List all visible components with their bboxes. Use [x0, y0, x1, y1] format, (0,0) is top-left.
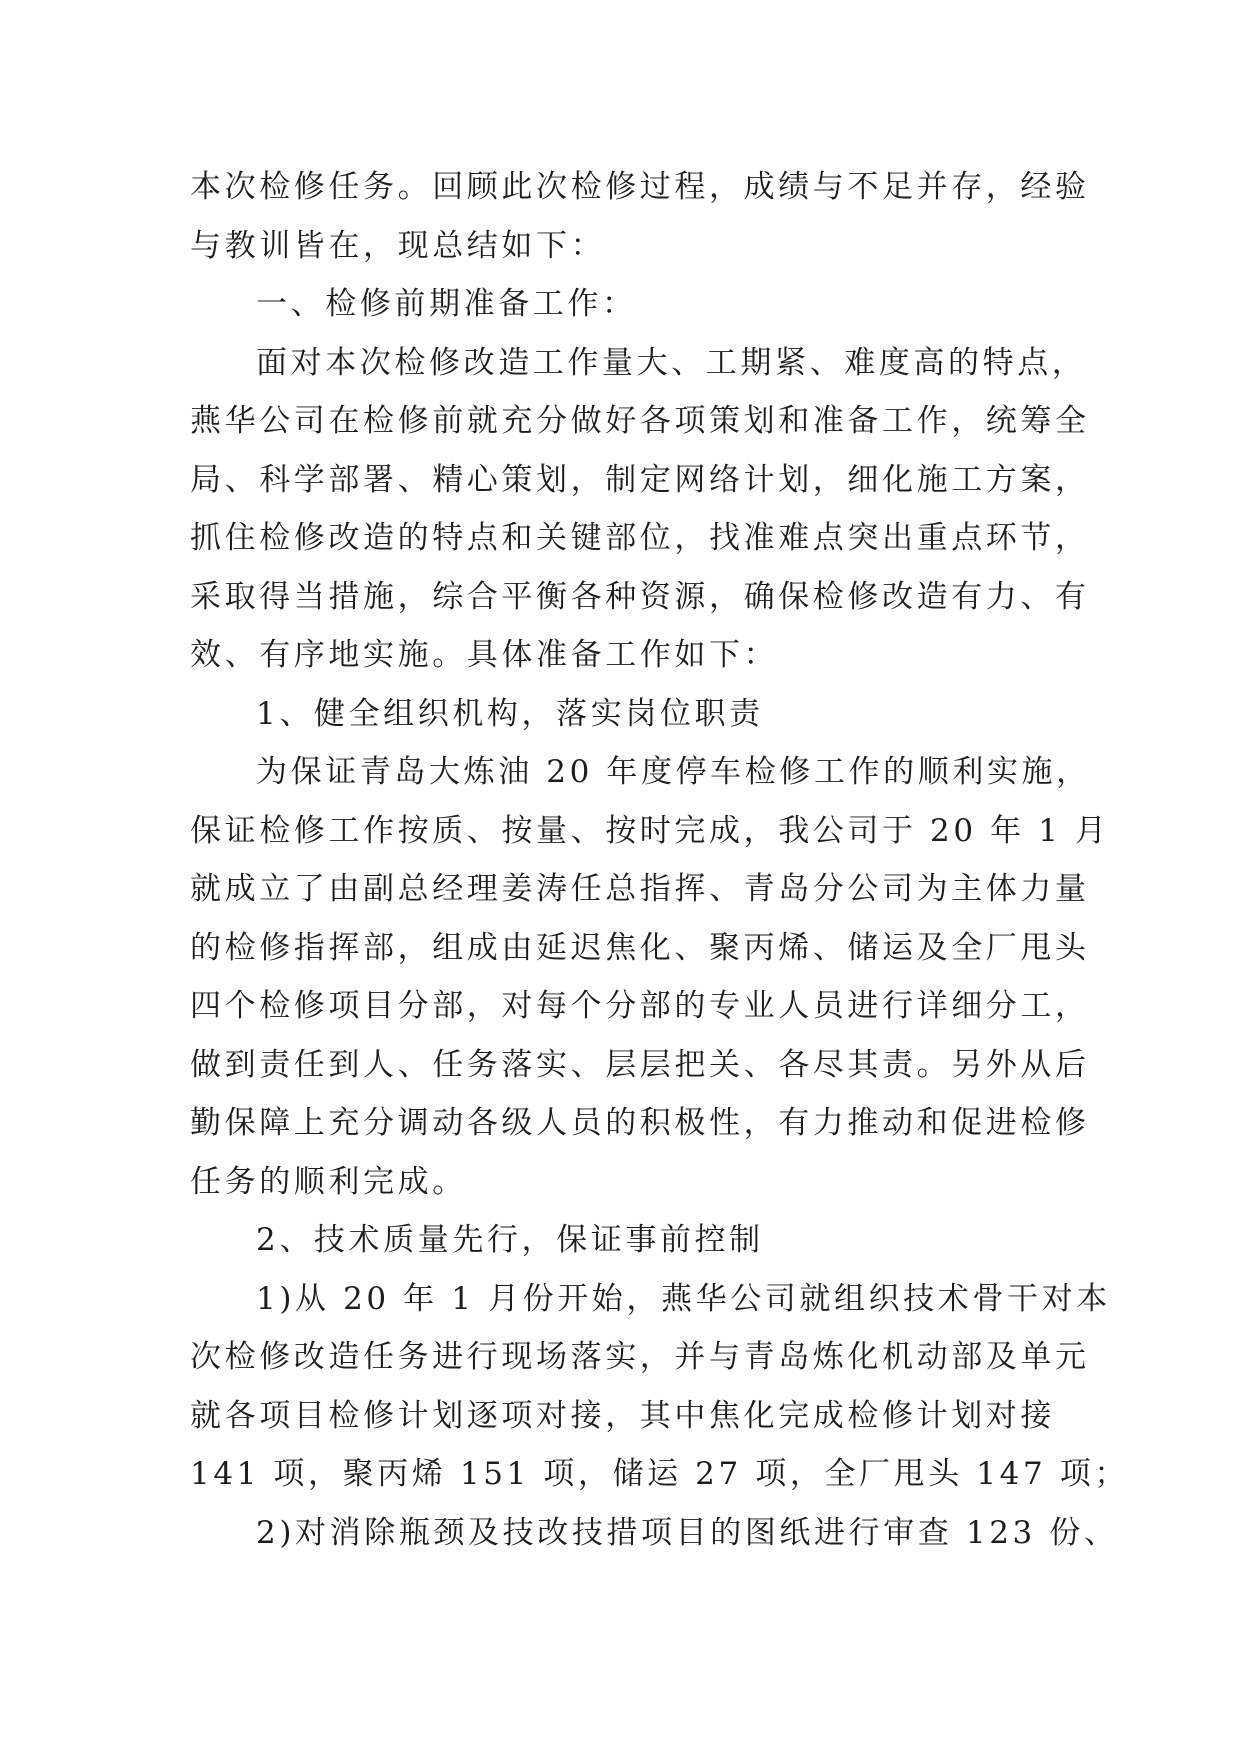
text-line-12: 保证检修工作按质、按量、按时完成，我公司于 20 年 1 月	[190, 812, 1110, 849]
text-line-6: 局、科学部署、精心策划，制定网络计划，细化施工方案，	[190, 461, 1090, 498]
text-line-14: 的检修指挥部，组成由延迟焦化、聚丙烯、储运及全厂甩头	[190, 929, 1090, 966]
document-body	[190, 158, 1129, 1562]
section-heading-preparation: 一、检修前期准备工作：	[256, 286, 637, 322]
text-line-18: 任务的顺利完成。	[190, 1163, 467, 1200]
text-line-21: 次检修改造任务进行现场落实，并与青岛炼化机动部及单元	[190, 1339, 1090, 1375]
text-line-7: 抓住检修改造的特点和关键部位，找准难点突出重点环节，	[190, 520, 1090, 556]
text-line-24: 2)对消除瓶颈及技改技措项目的图纸进行审查 123 份、	[256, 1514, 1119, 1551]
text-line-2: 与教训皆在，现总结如下：	[190, 227, 606, 264]
text-line-1: 本次检修任务。回顾此次检修过程，成绩与不足并存，经验	[190, 169, 1090, 205]
text-line-13: 就成立了由副总经理姜涛任总指挥、青岛分公司为主体力量	[190, 871, 1090, 907]
text-line-23: 141 项，聚丙烯 151 项，储运 27 项，全厂甩头 147 项；	[190, 1456, 1129, 1492]
text-line-9: 效、有序地实施。具体准备工作如下：	[190, 637, 779, 673]
subheading-technical-quality: 2、技术质量先行，保证事前控制	[256, 1222, 764, 1258]
text-line-22: 就各项目检修计划逐项对接，其中焦化完成检修计划对接	[190, 1397, 1055, 1434]
text-line-20: 1)从 20 年 1 月份开始，燕华公司就组织技术骨干对本	[256, 1280, 1111, 1317]
text-line-5: 燕华公司在检修前就充分做好各项策划和准备工作，统筹全	[190, 403, 1090, 439]
text-line-11: 为保证青岛大炼油 20 年度停车检修工作的顺利实施，	[256, 754, 1091, 790]
text-line-15: 四个检修项目分部，对每个分部的专业人员进行详细分工，	[190, 988, 1090, 1024]
text-line-4: 面对本次检修改造工作量大、工期紧、难度高的特点，	[256, 344, 1087, 381]
subheading-organization: 1、健全组织机构，落实岗位职责	[256, 695, 764, 732]
text-line-16: 做到责任到人、任务落实、层层把关、各尽其责。另外从后	[190, 1046, 1090, 1083]
text-line-17: 勤保障上充分调动各级人员的积极性，有力推动和促进检修	[190, 1105, 1090, 1141]
text-line-8: 采取得当措施，综合平衡各种资源，确保检修改造有力、有	[190, 578, 1090, 615]
